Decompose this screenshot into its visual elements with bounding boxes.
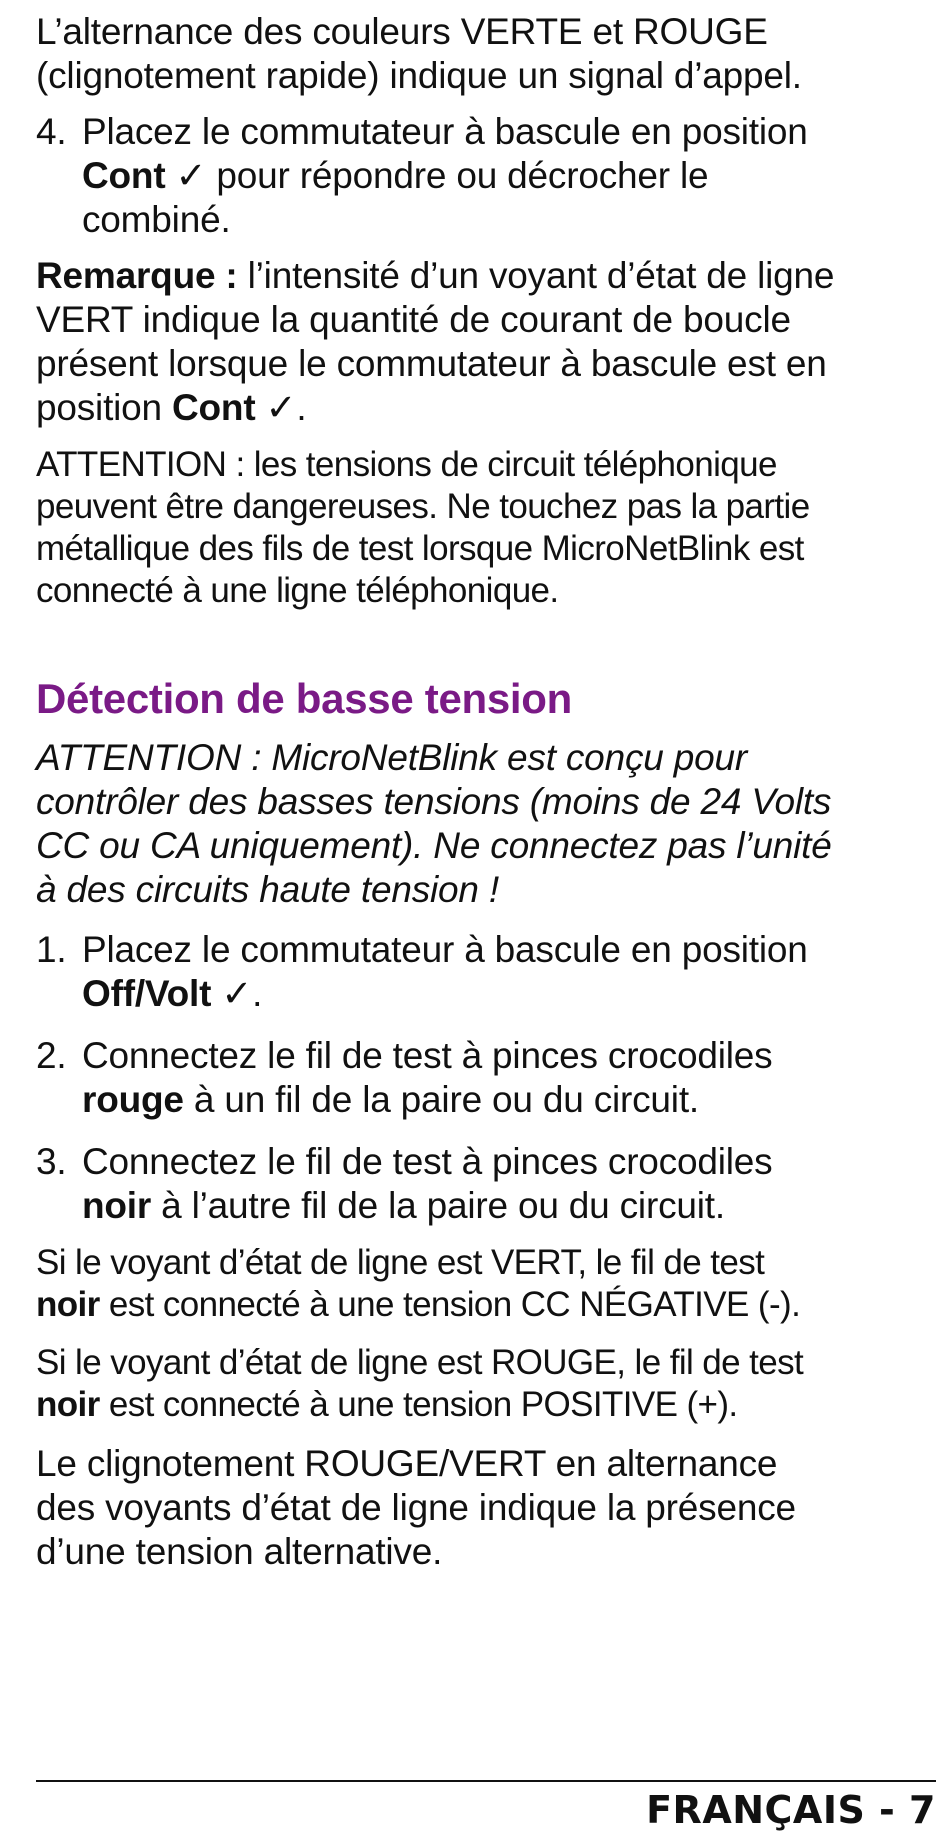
remark-line-4-end: . xyxy=(296,387,307,428)
step-2-bold: rouge xyxy=(82,1079,184,1120)
step-4-number: 4. xyxy=(36,111,67,152)
step-1-bold: Off/Volt ✓ xyxy=(82,973,253,1014)
step-1-line-2: . xyxy=(252,973,263,1014)
italic-warning-line-2: contrôler des basses tensions (moins de 24 Volts xyxy=(36,781,832,822)
remark-line-4-start: position xyxy=(36,387,173,428)
remark-paragraph xyxy=(36,254,936,430)
footer-page-label: FRANÇAIS - 7 xyxy=(646,1788,936,1832)
warning-line-1: ATTENTION : les tensions de circuit téléphonique xyxy=(36,445,777,484)
remark-line-3: présent lorsque le commutateur à bascule est en xyxy=(36,343,827,384)
section-title: Détection de basse tension xyxy=(36,675,573,722)
green-note-line-2: est connecté à une tension CC NÉGATIVE (-). xyxy=(99,1285,801,1324)
remark-line-2: VERT indique la quantité de courant de boucle xyxy=(36,299,791,340)
remark-label: Remarque : xyxy=(36,255,238,296)
green-note-paragraph xyxy=(36,1242,936,1326)
ac-note-line-1: Le clignotement ROUGE/VERT en alternance xyxy=(36,1443,778,1484)
ac-note-line-3: d’une tension alternative. xyxy=(36,1531,443,1572)
remark-line-1: l’intensité d’un voyant d’état de ligne xyxy=(237,255,835,296)
green-note-bold: noir xyxy=(36,1285,100,1324)
step-2-line-2: à un fil de la paire ou du circuit. xyxy=(183,1079,699,1120)
step-2 xyxy=(36,1034,936,1122)
italic-warning-line-4: à des circuits haute tension ! xyxy=(36,869,499,910)
intro-line-1: L’alternance des couleurs VERTE et ROUGE xyxy=(36,11,768,52)
step-3-number: 3. xyxy=(36,1141,67,1182)
warning-line-4: connecté à une ligne téléphonique. xyxy=(36,571,559,610)
step-2-number: 2. xyxy=(36,1035,67,1076)
warning-line-3: métallique des fils de test lorsque MicroNetBlink est xyxy=(36,529,804,568)
manual-page xyxy=(36,10,936,1574)
ac-note-paragraph xyxy=(36,1442,936,1574)
step-1 xyxy=(36,928,936,1016)
step-4 xyxy=(36,110,936,242)
step-1-line-1: Placez le commutateur à bascule en position xyxy=(82,929,808,970)
step-4-line-2: pour répondre ou décrocher le xyxy=(206,155,709,196)
remark-line-4-bold: Cont ✓ xyxy=(172,387,297,428)
red-note-line-1: Si le voyant d’état de ligne est ROUGE, le fil de test xyxy=(36,1343,804,1382)
intro-paragraph xyxy=(36,10,936,98)
warning-paragraph xyxy=(36,444,936,612)
footer-divider xyxy=(36,1780,936,1782)
step-2-line-1: Connectez le fil de test à pinces crocodiles xyxy=(82,1035,773,1076)
step-4-line-3: combiné. xyxy=(82,199,231,240)
step-3-bold: noir xyxy=(82,1185,152,1226)
step-3-line-2: à l’autre fil de la paire ou du circuit. xyxy=(151,1185,725,1226)
red-note-paragraph xyxy=(36,1342,936,1426)
step-4-bold: Cont ✓ xyxy=(82,155,207,196)
warning-line-2: peuvent être dangereuses. Ne touchez pas la partie xyxy=(36,487,810,526)
red-note-bold: noir xyxy=(36,1385,100,1424)
italic-warning-paragraph xyxy=(36,736,936,912)
step-4-line-1: Placez le commutateur à bascule en position xyxy=(82,111,808,152)
italic-warning-line-1: ATTENTION : MicroNetBlink est conçu pour xyxy=(36,737,747,778)
italic-warning-line-3: CC ou CA uniquement). Ne connectez pas l’unité xyxy=(36,825,832,866)
intro-line-2: (clignotement rapide) indique un signal d’appel. xyxy=(36,55,802,96)
step-3-line-1: Connectez le fil de test à pinces crocodiles xyxy=(82,1141,773,1182)
step-3 xyxy=(36,1140,936,1228)
red-note-line-2: est connecté à une tension POSITIVE (+). xyxy=(99,1385,738,1424)
green-note-line-1: Si le voyant d’état de ligne est VERT, le fil de test xyxy=(36,1243,765,1282)
ac-note-line-2: des voyants d’état de ligne indique la présence xyxy=(36,1487,796,1528)
step-1-number: 1. xyxy=(36,929,67,970)
